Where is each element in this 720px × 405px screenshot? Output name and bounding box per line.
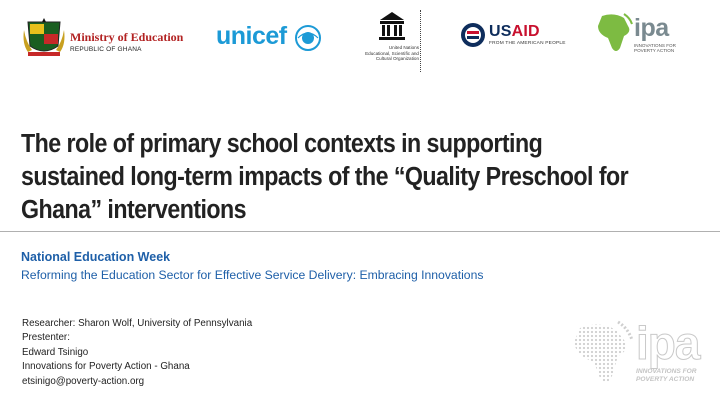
unicef-logo — [216, 22, 324, 56]
unesco-divider — [420, 10, 421, 72]
unesco-name: United Nations Educational, Scientific and Cultural Organization — [365, 45, 419, 62]
event-name: National Education Week — [21, 250, 171, 264]
presenter-organization: Innovations for Poverty Action - Ghana — [22, 361, 190, 373]
credits-block — [22, 317, 252, 389]
usaid-wordmark: USAID — [489, 23, 540, 40]
ipa-watermark-logo — [570, 318, 710, 398]
ipa-tagline: INNOVATIONS FOR POVERTY ACTION — [634, 43, 676, 54]
unesco-logo — [357, 10, 427, 72]
presentation-title: The role of primary school contexts in supporting sustained long-term impacts of the “Quality Preschool for Ghana” interventions — [21, 130, 629, 224]
ipa-watermark-tagline: INNOVATIONS FOR POVERTY ACTION — [636, 368, 697, 383]
researcher-line: Researcher: Sharon Wolf, University of Pennsylvania — [22, 318, 253, 329]
unesco-temple-icon — [377, 10, 407, 42]
ministry-subtitle: REPUBLIC OF GHANA — [70, 46, 142, 53]
presenter-email: etsinigo@poverty-action.org — [22, 375, 145, 387]
ipa-logo — [594, 12, 694, 58]
usaid-tagline: FROM THE AMERICAN PEOPLE — [489, 41, 566, 46]
ipa-africa-map-icon — [594, 12, 634, 56]
ghana-coat-of-arms-icon — [22, 16, 66, 58]
title-divider — [0, 231, 720, 232]
event-theme: Reforming the Education Sector for Effective Service Delivery: Embracing Innovations — [21, 268, 484, 282]
ministry-of-education-logo — [22, 16, 182, 58]
ipa-wordmark: ipa — [634, 14, 669, 42]
usaid-seal-icon — [460, 22, 486, 48]
usaid-logo — [460, 22, 566, 50]
ipa-watermark-wordmark: ipa — [636, 317, 700, 369]
presenter-label: Prestenter: — [22, 332, 70, 344]
ipa-dotted-africa-icon — [570, 318, 634, 398]
unicef-wordmark: unicef — [216, 22, 287, 50]
presenter-name: Edward Tsinigo — [22, 346, 89, 358]
ministry-title: Ministry of Education — [70, 30, 184, 44]
unicef-globe-icon — [294, 24, 322, 52]
